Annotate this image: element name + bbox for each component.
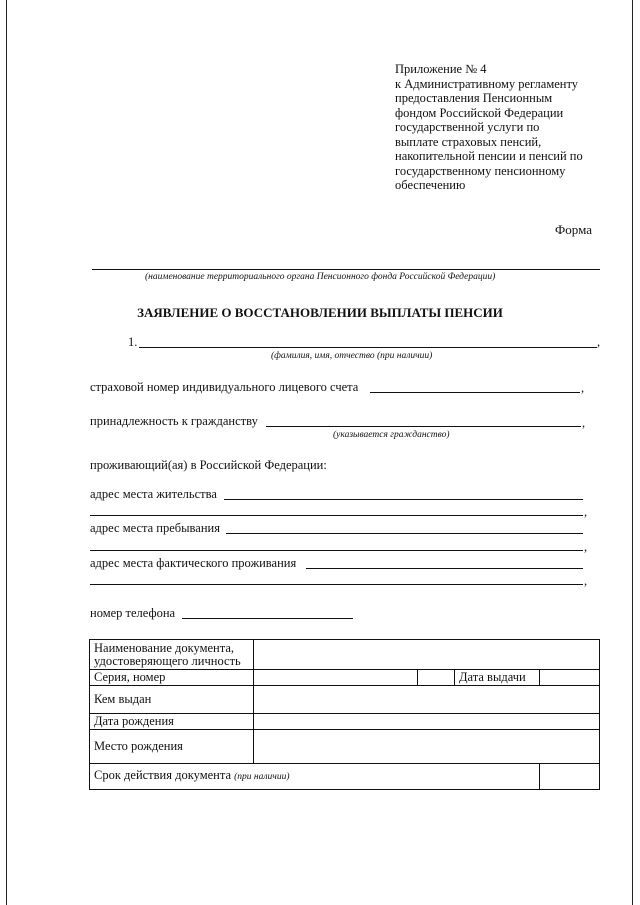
stay-comma: ,: [584, 540, 588, 554]
actual-comma: ,: [584, 574, 588, 588]
citizenship-caption: (указывается гражданство): [333, 430, 450, 440]
fio-comma: ,: [597, 335, 601, 349]
scan-border-right: [632, 0, 633, 905]
residence-address-field[interactable]: [224, 499, 583, 500]
fio-field[interactable]: [139, 347, 597, 348]
appendix-line: государственной услуги по: [395, 120, 540, 134]
organ-name-caption: (наименование территориального органа Пенсионного фонда Российской Федерации): [145, 272, 496, 282]
series-number-cell[interactable]: [254, 670, 418, 686]
issue-date-cell[interactable]: [540, 670, 600, 686]
citizenship-label: принадлежность к гражданству: [90, 414, 258, 428]
validity-note: (при наличии): [234, 772, 290, 782]
birth-place-cell[interactable]: [254, 730, 600, 764]
birth-date-cell[interactable]: [254, 714, 600, 730]
snils-label: страховой номер индивидуального лицевого счета: [90, 380, 359, 394]
fio-number: 1.: [128, 335, 138, 349]
appendix-line: государственному пенсионному: [395, 163, 566, 178]
actual-address-field-line2[interactable]: [90, 584, 583, 585]
document-title: ЗАЯВЛЕНИЕ О ВОССТАНОВЛЕНИИ ВЫПЛАТЫ ПЕНСИИ: [137, 305, 503, 320]
appendix-line: фондом Российской Федерации: [395, 105, 564, 120]
series-number-label: Серия, номер: [90, 670, 254, 686]
phone-field[interactable]: [182, 618, 353, 619]
fio-caption: (фамилия, имя, отчество (при наличии): [271, 351, 433, 361]
stay-address-field[interactable]: [226, 533, 583, 534]
residing-label: проживающий(ая) в Российской Федерации:: [90, 458, 327, 472]
stay-address-field-line2[interactable]: [90, 550, 583, 551]
appendix-line: к Административному регламенту: [395, 76, 579, 91]
organ-name-field[interactable]: [92, 269, 600, 270]
validity-row[interactable]: [90, 764, 540, 790]
form-label: Форма: [555, 222, 592, 237]
appendix-line: обеспечению: [395, 178, 466, 192]
issue-date-label: Дата выдачи: [455, 670, 540, 686]
doc-name-cell[interactable]: [254, 640, 600, 670]
appendix-line: Приложение № 4: [395, 62, 487, 76]
appendix-line: предоставления Пенсионным: [395, 91, 553, 105]
residence-address-field-line2[interactable]: [90, 515, 583, 516]
birth-place-label: Место рождения: [90, 730, 254, 764]
citizenship-field[interactable]: [266, 426, 581, 427]
snils-comma: ,: [581, 381, 585, 395]
validity-label: Срок действия документа: [94, 768, 232, 782]
snils-field[interactable]: [370, 392, 580, 393]
appendix-line: накопительной пенсии и пенсий по: [395, 149, 583, 163]
issued-by-label: Кем выдан: [90, 686, 254, 714]
residence-address-label: адрес места жительства: [90, 487, 217, 501]
phone-label: номер телефона: [90, 606, 176, 620]
doc-name-label: Наименование документа, удостоверяющего личность: [90, 640, 254, 670]
actual-address-label: адрес места фактического проживания: [90, 556, 297, 570]
identity-document-table: [89, 639, 600, 790]
scan-border-left: [6, 0, 7, 905]
issued-by-cell[interactable]: [254, 686, 600, 714]
validity-cell[interactable]: [540, 764, 600, 790]
citizenship-comma: ,: [582, 416, 586, 430]
actual-address-field[interactable]: [306, 568, 583, 569]
stay-address-label: адрес места пребывания: [90, 521, 220, 535]
appendix-line: выплате страховых пенсий,: [395, 134, 542, 149]
appendix-block: [395, 62, 610, 193]
birth-date-label: Дата рождения: [90, 714, 254, 730]
residence-comma: ,: [584, 505, 588, 519]
series-number-cell-2[interactable]: [418, 670, 455, 686]
